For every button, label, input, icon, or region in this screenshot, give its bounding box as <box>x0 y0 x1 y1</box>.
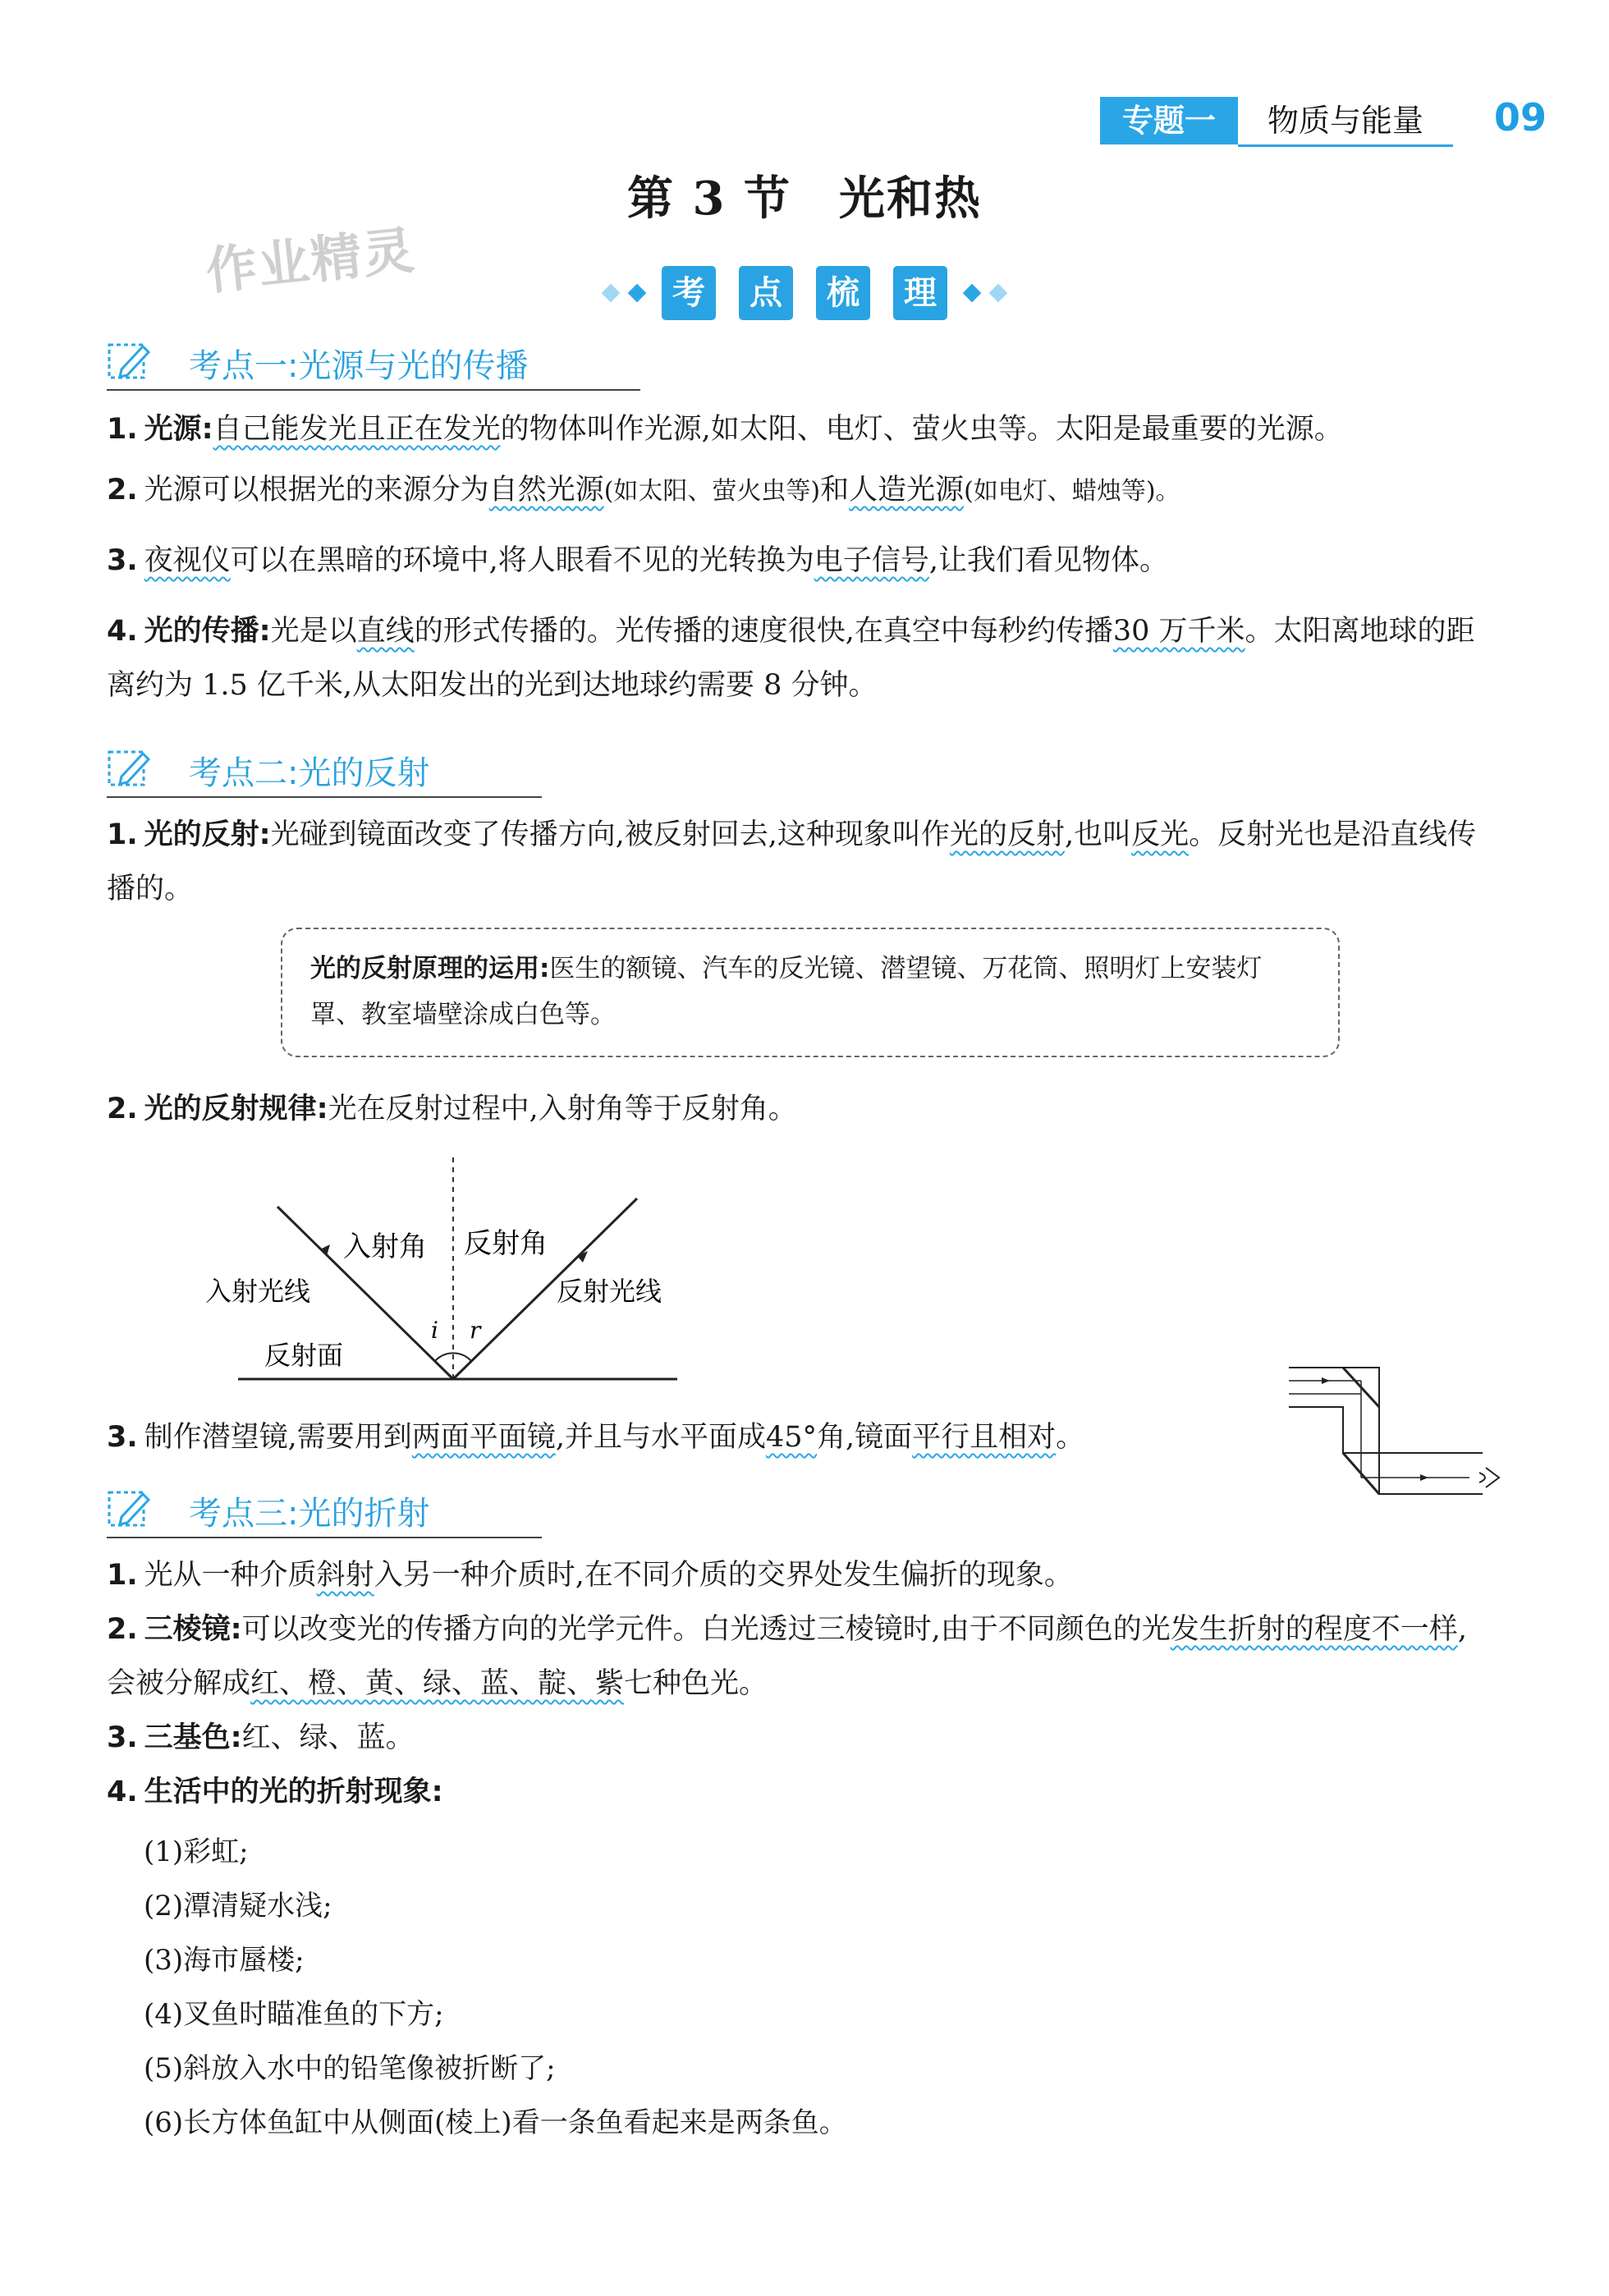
topic-title: 物质与能量 <box>1238 97 1453 147</box>
banner-char: 理 <box>893 266 947 320</box>
angle-r-label: r <box>470 1317 481 1344</box>
pencil-icon <box>107 340 153 383</box>
section-heading-kp1 <box>107 337 640 391</box>
list-item: (4)叉鱼时瞄准鱼的下方; <box>144 1998 444 2031</box>
arrow-icon <box>1420 1474 1428 1481</box>
banner-char: 考 <box>662 266 716 320</box>
eye-icon <box>1479 1468 1499 1487</box>
section-title: 第 3 节 光和热 <box>627 172 982 226</box>
list-item: (2)潭清疑水浅; <box>144 1890 332 1922</box>
banner-char: 点 <box>739 266 793 320</box>
application-note-box <box>281 928 1340 1057</box>
list-item: (1)彩虹; <box>144 1835 249 1868</box>
kp2-item-3: 3. 制作潜望镜,需要用到两面平面镜,并且与水平面成45°角,镜面平行且相对。 <box>107 1421 1085 1454</box>
list-item: (5)斜放入水中的铅笔像被折断了; <box>144 2052 556 2085</box>
kp1-item-3: 3. 夜视仪可以在黑暗的环境中,将人眼看不见的光转换为电子信号,让我们看见物体。 <box>107 544 1168 577</box>
section-heading-kp3 <box>107 1484 542 1538</box>
diamond-icon <box>989 284 1008 303</box>
watermark: 作业精灵 <box>203 219 419 302</box>
reflection-diagram <box>197 1141 690 1395</box>
kp3-item-4: 4. 生活中的光的折射现象: <box>107 1776 443 1808</box>
kp2-item-2: 2. 光的反射规律:光在反射过程中,入射角等于反射角。 <box>107 1093 797 1125</box>
page-number: 09 <box>1494 95 1547 140</box>
pencil-icon <box>107 1487 153 1530</box>
kp3-item-2: 2. 三棱镜:可以改变光的传播方向的光学元件。白光透过三棱镜时,由于不同颜色的光发生折射的程度不一样,会被分解成红、橙、黄、绿、蓝、靛、紫七种色光。 <box>107 1613 1467 1700</box>
list-item: (3)海市蜃楼; <box>144 1944 305 1977</box>
kp3-item-1: 1. 光从一种介质斜射入另一种介质时,在不同介质的交界处发生偏折的现象。 <box>107 1559 1073 1592</box>
kp1-item-2: 2. 光源可以根据光的来源分为自然光源(如太阳、萤火虫等)和人造光源(如电灯、蜡烛等)。 <box>107 474 1180 506</box>
summary-banner <box>0 264 1609 322</box>
kp2-item-1: 1. 光的反射:光碰到镜面改变了传播方向,被反射回去,这种现象叫作光的反射,也叫反光。反射光也是沿直线传播的。 <box>107 818 1477 905</box>
topic-chip: 专题一 <box>1100 97 1238 144</box>
arrow-icon <box>1322 1377 1330 1384</box>
surface-label: 反射面 <box>264 1340 344 1371</box>
pencil-icon <box>107 747 153 790</box>
kp3-item-3: 3. 三基色:红、绿、蓝。 <box>107 1721 415 1754</box>
section-heading-kp2 <box>107 744 542 798</box>
incident-arrow-icon <box>320 1244 330 1256</box>
note-text: 医生的额镜、汽车的反光镜、潜望镜、万花筒、照明灯上安装灯罩、教室墙壁涂成白色等。 <box>310 954 1263 1029</box>
kp1-item-4: 4. 光的传播:光是以直线的形式传播的。光传播的速度很快,在真空中每秒约传播30 万千米。太阳离地球的距离约为 1.5 亿千米,从太阳发出的光到达地球约需要 8 分钟。 <box>107 615 1475 702</box>
angle-i-label: i <box>431 1317 438 1344</box>
banner-char: 梳 <box>816 266 870 320</box>
note-keyword: 光的反射原理的运用: <box>310 954 550 983</box>
incident-angle-label: 入射角 <box>343 1230 427 1263</box>
diamond-icon <box>602 284 621 303</box>
reflected-angle-label: 反射角 <box>464 1227 548 1260</box>
section-heading-text: 考点三:光的折射 <box>189 1495 430 1533</box>
section-heading-text: 考点一:光源与光的传播 <box>189 347 529 385</box>
diamond-icon <box>628 284 647 303</box>
section-heading-text: 考点二:光的反射 <box>189 754 430 792</box>
diamond-icon <box>963 284 982 303</box>
incident-ray-label: 入射光线 <box>205 1276 311 1307</box>
kp1-item-1: 1. 光源:自己能发光且正在发光的物体叫作光源,如太阳、电灯、萤火虫等。太阳是最重要的光源。 <box>107 413 1343 446</box>
reflected-ray-label: 反射光线 <box>557 1276 662 1307</box>
list-item: (6)长方体鱼缸中从侧面(棱上)看一条鱼看起来是两条鱼。 <box>144 2106 847 2139</box>
